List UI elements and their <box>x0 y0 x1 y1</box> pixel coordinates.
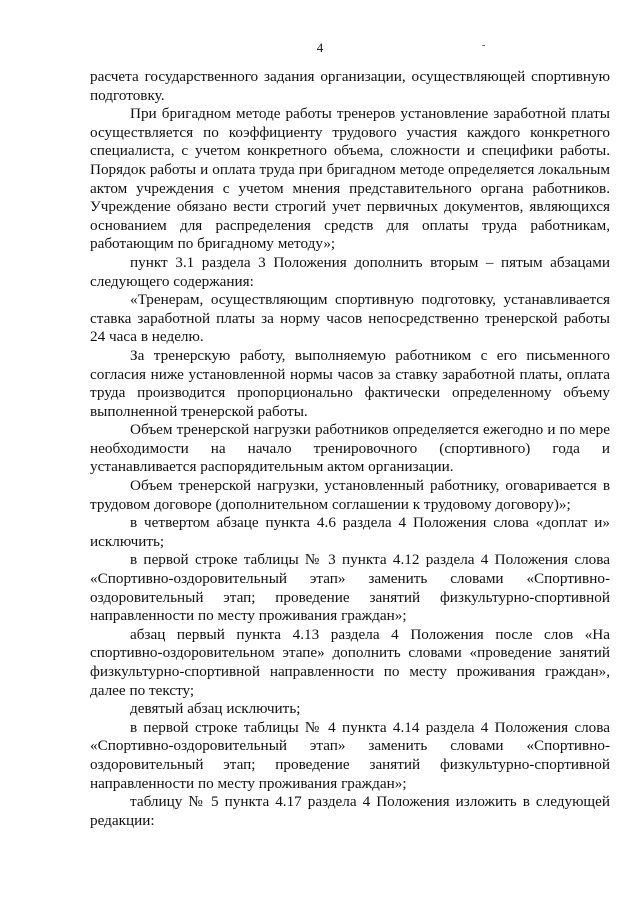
paragraph-trainer-work: За тренерскую работу, выполняемую работником с его письменного согласия ниже установленной нормы часов за ставку заработной платы, оплата труда производится пропорционально фактически определенному объему выполненной тренерской работы. <box>90 346 610 420</box>
paragraph-table-4: в первой строке таблицы № 4 пункта 4.14 раздела 4 Положения слова «Спортивно-оздоровительный этап» заменить словами «Спортивно-оздоровительный этап; проведение занятий физкультурно-спортивной направленности по месту проживания граждан»; <box>90 718 610 792</box>
paragraph-item-4-6: в четвертом абзаце пункта 4.6 раздела 4 Положения слова «доплат и» исключить; <box>90 514 610 550</box>
paragraph-load-volume: Объем тренерской нагрузки работников определяется ежегодно и по мере необходимости на начало тренировочного (спортивного) года и устанавливается распорядительным актом организации. <box>90 421 610 476</box>
paragraph-trainer-rate: «Тренерам, осуществляющим спортивную подготовку, устанавливается ставка заработной платы за норму часов непосредственно тренерской работы 24 часа в неделю. <box>90 291 610 346</box>
document-body <box>90 68 610 830</box>
paragraph-continuation: расчета государственного задания организации, осуществляющей спортивную подготовку. <box>90 68 610 104</box>
paragraph-table-3: в первой строке таблицы № 3 пункта 4.12 раздела 4 Положения слова «Спортивно-оздоровительный этап» заменить словами «Спортивно-оздоровительный этап; проведение занятий физкультурно-спортивной направленности по месту проживания граждан»; <box>90 551 610 625</box>
paragraph-item-4-13: абзац первый пункта 4.13 раздела 4 Положения после слов «На спортивно-оздоровительном этапе» дополнить словами «проведение занятий физкультурно-спортивной направленности по месту проживания граждан», далее по тексту; <box>90 625 610 699</box>
paragraph-item-3-1: пункт 3.1 раздела 3 Положения дополнить вторым – пятым абзацами следующего содержания: <box>90 253 610 290</box>
paragraph-load-contract: Объем тренерской нагрузки, установленный работнику, оговаривается в трудовом договоре (дополнительном соглашении к трудовому договору)»; <box>90 477 610 513</box>
scan-mark: - <box>482 40 486 51</box>
paragraph-ninth-paragraph: девятый абзац исключить; <box>130 700 301 718</box>
paragraph-brigade-method: При бригадном методе работы тренеров установление заработной платы осуществляется по коэффициенту трудового участия каждого конкретного специалиста, с учетом конкретного объема, сложности и специфики работы. Порядок работы и оплата труда при бригадном методе определяется локальным актом учреждения с учетом мнения представительного органа работников. Учреждение обязано вести строгий учет первичных документов, являющихся основанием для распределения средств для оплаты труда работникам, работающим по бригадному методу»; <box>90 105 610 253</box>
page-number: 4 <box>316 40 324 55</box>
paragraph-table-5: таблицу № 5 пункта 4.17 раздела 4 Положения изложить в следующей редакции: <box>90 793 610 829</box>
